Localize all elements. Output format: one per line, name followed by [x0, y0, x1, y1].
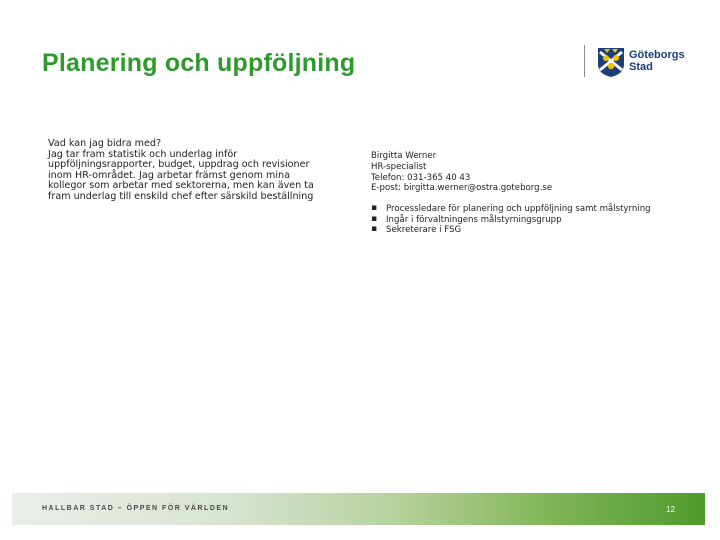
contribution-body: Jag tar fram statistik och underlag inför uppföljningsrapporter, budget, uppdrag och revisioner inom HR-området. Jag arbetar främst genom mina kollegor som arbetar med sektorerna, men kan även ta fram underlag till enskild chef efter särskild beställning	[48, 148, 314, 202]
list-item: ▪ Sekreterare i FSG	[371, 225, 651, 236]
footer-slogan: HALLBAR STAD – ÖPPEN FÖR VÄRLDEN	[42, 505, 230, 512]
page-number: 12	[666, 505, 675, 514]
goteborgs-stad-logo	[596, 46, 692, 78]
responsibility-list	[371, 204, 651, 236]
coat-of-arms-icon	[596, 46, 626, 78]
contact-name: Birgitta Werner	[371, 151, 437, 161]
contact-email: E-post: birgitta.werner@ostra.goteborg.se	[371, 183, 553, 194]
logo-line-1: Göteborgs	[629, 49, 685, 61]
list-item: ▪ Ingår i förvaltningens målstyrningsgrupp	[371, 215, 651, 226]
logo-divider	[584, 45, 585, 77]
logo-wordmark	[629, 49, 685, 73]
contact-phone: Telefon: 031-365 40 43	[371, 172, 471, 183]
list-item: ▪ Processledare för planering och uppföljning samt målstyrning	[371, 204, 651, 215]
slide-title: Planering och uppföljning	[42, 49, 356, 77]
contact-role: HR-specialist	[371, 161, 427, 172]
contribution-question: Vad kan jag bidra med?	[48, 138, 162, 149]
contact-card	[371, 151, 691, 194]
logo-line-2: Stad	[629, 61, 653, 73]
footer-bar	[12, 493, 705, 525]
contribution-text	[48, 139, 324, 203]
